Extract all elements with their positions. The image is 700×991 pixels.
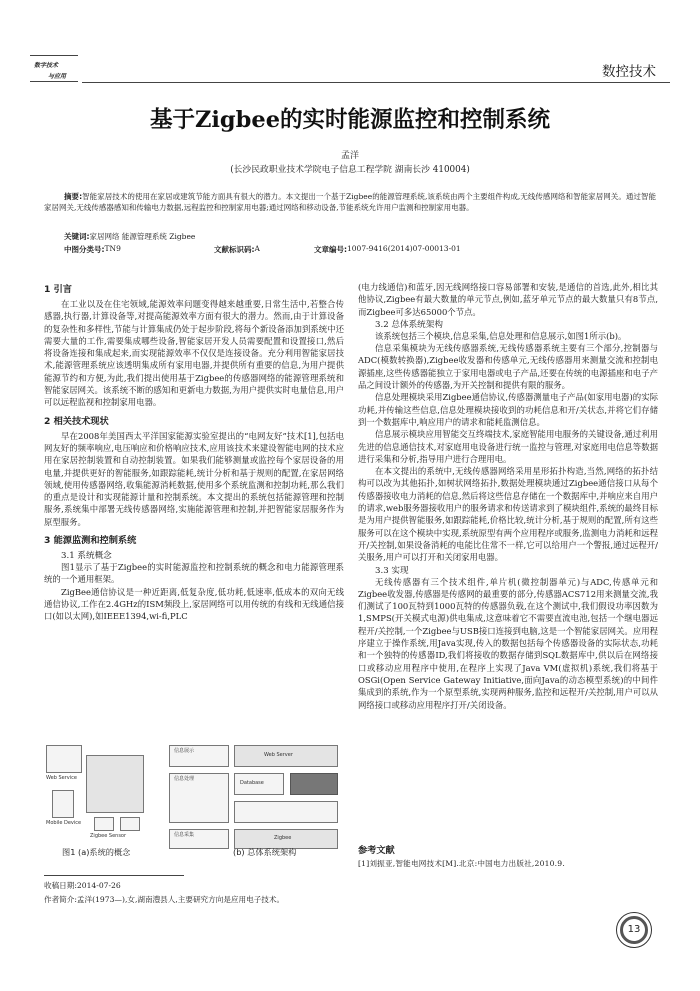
section-3-3-para-1: 无线传感器有三个技术组件,单片机(微控制器单元)与ADC,传感单元和Zigbee收发器,传感器是传感网的最重要的部分,传感器ACS712用来测量交流,我们测试了100瓦特到1000瓦特的传感器负载,在这个测试中,我们假设功率因数为1,SMPS(开关模式电源)供电集成,这意味着它不需要直流电池,包括一个继电器远程开/关控制,一个Zigbee与USB接口连接到电脑,这是一个智能家居网关。应用程序建立于操作系统,用Java实现,传入的数据包括每个传感器设备的实际状态,功耗和一个独特的传感器ID,我们将接收的数据存储到SQL数据库中,供以后在网络接口或移动应用程序中使用,在程序上实现了Java VM(虚拟机)系统,我们将基于OSGi(Open Service Gateway Initiative,面向Java的动态模型系统)的中间件集成到的系统,作为一个原型系统,实现两种服务,监控和远程开/关控制,用户可以从网络接口或移动应用程序打开/关闭设备。 bbox=[358, 576, 658, 710]
sensor-box-2 bbox=[120, 817, 140, 831]
section-3-2-para-1: 该系统包括三个模块,信息采集,信息处理和信息展示,如图1所示(b)。 bbox=[375, 330, 627, 341]
section-3-2-para-3: 信息处理模块采用Zigbee通信协议,传感器测量电子产品(如家用电器)的实际功耗,并传输这些信息,信息处理模块接收到的功耗信息和开/关状态,并将它们存储到一个数据库中,响应用户的请求和能耗监测信息。 bbox=[358, 392, 658, 427]
fig-label-collection: 信息采集 bbox=[174, 832, 195, 838]
left-column bbox=[44, 281, 344, 623]
author-bio: 作者简介:孟洋(1973—),女,湖南澧县人,主要研究方向是应用电子技术。 bbox=[44, 895, 285, 904]
author: 孟洋 bbox=[340, 151, 359, 161]
references-heading: 参考文献 bbox=[358, 845, 395, 856]
keywords bbox=[64, 231, 195, 242]
section-2-heading: 2 相关技术现状 bbox=[44, 415, 109, 427]
section-3-2-heading: 3.2 总体系统架构 bbox=[375, 319, 443, 330]
abstract-text: 智能家居技术的使用在家居或建筑节能方面具有很大的潜力。本文提出一个基于Zigbee的能源管理系统,该系统由两个主要组件构成,无线传感网络和智能家居网关。通过智能家居网关,无线传感器感知和传输电力数据,远程监控和控制家用电器;通过网络和移动设备,节能系统允许用户监测和控制家用电器。 bbox=[44, 192, 657, 213]
fig-label-mobile: Mobile Device bbox=[46, 820, 82, 826]
article-no-value: 1007-9416(2014)07-00013-01 bbox=[347, 244, 461, 253]
fig-label-web-server: Web Server bbox=[264, 752, 293, 758]
section-1-para: 在工业以及在住宅领域,能源效率问题变得越来越重要,日常生活中,若整合传感器,执行器,计算设备等,对提高能源效率方面有很大的潜力。然而,由于计算设备的复杂性和多样性,节能与计算集成仍处于起步阶段,将每个新设备添加到系统中还需要大量的工作,需要集成哪些设备,智能家居开发人员需要配置和设置接口,然后将设备连接和集成起来,而实现能源效率不仅仅是连接设备。充分利用智能家居技术,能源管理系统应该透明集成所有家用电器,并提供所有重要的信息,为用户提供能源节约和方便,为此,我们提出使用基于Zigbee的传感器网络的能源管理系统和智能家居网关。该系统不断的感知和更新电力数据,为用户提供实时电量信息,用户可以远程监视和控制家用电器。 bbox=[44, 299, 344, 408]
article-no-label: 文章编号: bbox=[314, 245, 347, 254]
footnote-rule bbox=[44, 875, 184, 876]
affiliation: (长沙民政职业技术学院电子信息工程学院 湖南长沙 410004) bbox=[230, 165, 470, 175]
fig-label-zigbee: Zigbee bbox=[274, 835, 292, 841]
keywords-text: 家居网络 能源管理系统 Zigbee bbox=[89, 232, 196, 241]
journal-logo-box bbox=[30, 55, 78, 82]
section-3-2-para-4: 信息展示模块应用智能交互终端技术,家庭智能用电服务的关键设备,通过利用先进的信息通信技术,对家庭用电设备进行统一监控与管理,对家庭用电信息等数据进行采集和分析,指导用户进行合理用电。 bbox=[358, 429, 658, 464]
abstract-label: 摘要: bbox=[64, 192, 83, 201]
paper-title: 基于Zigbee的实时能源监控和控制系统 bbox=[149, 107, 551, 133]
section-3-heading: 3 能源监测和控制系统 bbox=[44, 535, 137, 547]
section-2-para: 早在2008年美国西太平洋国家能源实验室提出的“电网友好”技术[1],包括电网友好的频率响应,电压响应和价格响应技术,应用该技术来建设智能电网的技术应用在家居控制装置和自动控制装置。如果我们能够测量或监控每个家居设备的用电量,并提供更好的智能服务,如跟踪能耗,统计分析和基于规则的配置,在家居网络领域,使用传感器网络,收集能源消耗数据,使用多个系统监测和控制功耗,那么我们的重点是设计和实现能源计量和控制系统。本文提出的系统包括能源管理和控制服务,系统集中部署无线传感器网络,实施能源管理和控制,并把智能家居服务作为原型服务。 bbox=[44, 430, 344, 527]
section-3-2-para-2: 信息采集模块为无线传感器系统,无线传感器系统主要有三个部分,控制器与ADC(模数转换器),Zigbee收发器和传感单元,无线传感器用来测量交流和控制电源插座,这些传感器能独立于家用电器或电子产品,还要在传统的电源插座和电子产品之间设计额外的传感器,为开关控制和提供有限的服务。 bbox=[358, 343, 658, 391]
sensor-box-1 bbox=[94, 817, 114, 831]
received-date: 收稿日期:2014-07-26 bbox=[44, 881, 121, 890]
section-3-3-heading: 3.3 实现 bbox=[375, 565, 409, 576]
figure-caption-a: 图1 (a)系统的概念 bbox=[62, 847, 131, 857]
clc-value: TN9 bbox=[104, 244, 121, 253]
section-1-heading: 1 引言 bbox=[44, 284, 72, 295]
fig-label-database: Database bbox=[240, 780, 264, 786]
section-3-1-heading: 3.1 系统概念 bbox=[61, 551, 112, 562]
doc-code-value: A bbox=[254, 244, 260, 253]
arch-osgi-box bbox=[290, 773, 338, 795]
journal-line2: 与应用 bbox=[48, 73, 67, 80]
figure-1 bbox=[44, 735, 344, 880]
mobile-device-box bbox=[52, 790, 74, 818]
fig-label-web-service: Web Service bbox=[46, 775, 77, 781]
fig-label-display: 信息展示 bbox=[174, 748, 195, 754]
home-gateway-box bbox=[86, 755, 144, 813]
reference-item: [1]刘振亚,智能电网技术[M].北京:中国电力出版社,2010.9. bbox=[358, 859, 565, 868]
fig-label-sensor: Zigbee Sensor bbox=[90, 833, 127, 839]
doc-code-label: 文献标识码: bbox=[214, 245, 255, 254]
page-number: 13 bbox=[627, 924, 641, 935]
section-3-2-para-5: 在本文提出的系统中,无线传感器网络采用星形拓扑构造,当然,网络的拓扑结构可以改为其他拓扑,如树状网络拓扑,数据处理模块通过Zigbee通信接口从每个传感器接收电力消耗的信息,然后将这些信息存储在一个数据库中,并响应来自用户的请求,web服务器接收用户的服务请求和传送请求到了模块组件,系统的最终目标是为用户提供智能服务,如跟踪能耗,价格比较,统计分析,基于规则的配置,所有这些服务可以在这个模块中实现,系统原型有两个应用程序或服务,监测电力消耗和远程开/关控制,如果设备消耗的电能比住常不一样,它可以给用户一个警报,通过远程开/关服务,用户可以打开和关闭家用电器。 bbox=[358, 466, 658, 563]
fig-label-processing: 信息处理 bbox=[174, 776, 195, 782]
clc-label: 中图分类号: bbox=[64, 245, 105, 254]
right-column bbox=[358, 281, 658, 711]
journal-line1: 数字技术 bbox=[34, 62, 59, 69]
section-3-1-para-2: ZigBee通信协议是一种近距离,低复杂度,低功耗,低速率,低成本的双向无线通信协议,工作在2.4GHz的ISM频段上,家居网络可以用传统的有线和无线通信接口(如以太网),如IEEE1394,wi-fi,PLC bbox=[44, 586, 344, 622]
figure-caption-b: (b) 总体系统架构 bbox=[233, 847, 297, 857]
web-service-box bbox=[46, 745, 82, 773]
section-name: 数控技术 bbox=[602, 64, 656, 80]
header-rule bbox=[82, 82, 670, 83]
section-3-1-para-1: 图1显示了基于Zigbee的实时能源监控和控制系统的概念和电力能源管理系统的一个通用框架。 bbox=[44, 562, 344, 585]
abstract bbox=[44, 191, 656, 213]
section-3-1-para-3: (电力线通信)和蓝牙,因无线网络接口容易部署和安装,是通信的首选,此外,相比其他协议,Zigbee有最大数量的单元节点,例如,蓝牙单元节点的最大数量只有8节点,而Zigbee可多达65000个节点。 bbox=[358, 282, 658, 317]
keywords-label: 关键词: bbox=[64, 232, 90, 241]
arch-middleware-box bbox=[234, 801, 338, 823]
